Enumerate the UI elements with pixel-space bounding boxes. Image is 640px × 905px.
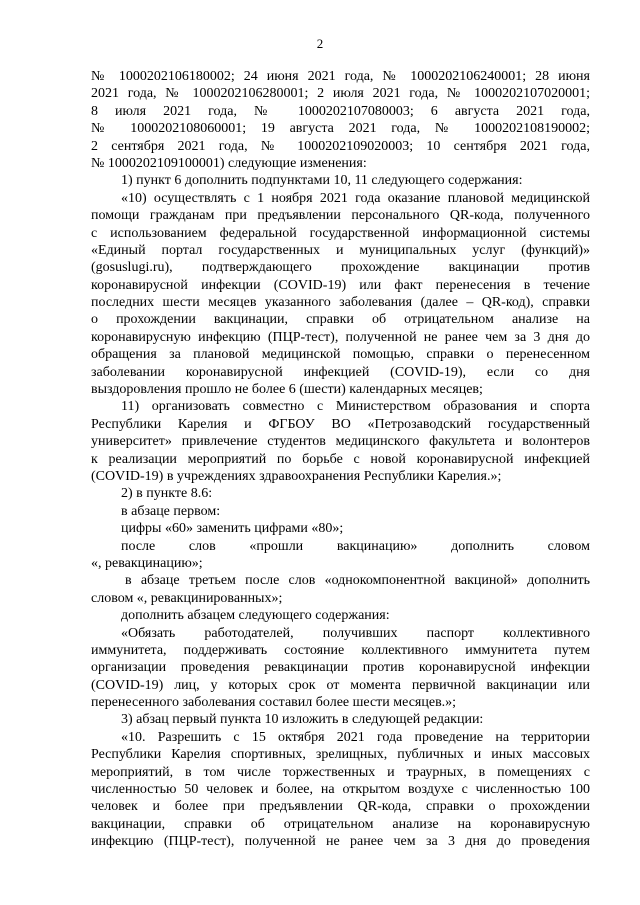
text-line: коронавирусную инфекцию (ПЦР-тест), полученной не ранее чем за 3 дня до [91, 329, 590, 345]
text-line: численностью 50 человек и более, на открытом воздухе с численностью 100 [91, 782, 590, 798]
text-line: цифры «60» заменить цифрами «80»; [121, 521, 344, 537]
text-line: коронавирусной инфекции (COVID-19) или факт перенесения в течение [91, 277, 590, 293]
text-line: 2 сентября 2021 года, № 1000202109020003; 10 сентября 2021 года, [91, 138, 590, 154]
text-line: человек и более при предъявлении QR-кода, справки о прохождении [91, 799, 590, 815]
text-line: (COVID-19) в учреждениях здравоохранения Республики Карелия.»; [91, 468, 502, 484]
text-line: (COVID-19) лиц, у которых срок от момента первичной вакцинации или [91, 677, 590, 693]
page-number: 2 [316, 36, 324, 51]
text-line: «10) осуществлять с 1 ноября 2021 года оказание плановой медицинской [121, 190, 590, 206]
text-line: в абзаце первом: [121, 503, 221, 519]
text-line: 1) пункт 6 дополнить подпунктами 10, 11 следующего содержания: [121, 173, 523, 189]
text-line: № 1000202109100001) следующие изменения: [91, 155, 367, 171]
text-line: Республики Карелия и ФГБОУ ВО «Петрозаводский государственный [91, 416, 590, 432]
text-line: о прохождении вакцинации, справки об отрицательном анализе на [91, 312, 590, 328]
text-line: инфекцию (ПЦР-тест), полученной не ранее чем за 3 дня до проведения [91, 834, 590, 850]
text-line: «Единый портал государственных и муниципальных услуг (функций)» [91, 242, 590, 258]
text-line: (gosuslugi.ru), подтверждающего прохождение вакцинации против [91, 260, 590, 276]
text-line: № 1000202108060001; 19 августа 2021 года, № 1000202108190002; [91, 121, 590, 137]
text-line: обращения за плановой медицинской помощью, справки о перенесенном [91, 347, 590, 363]
text-line: 2021 года, № 1000202106280001; 2 июля 2021 года, № 1000202107020001; [91, 86, 590, 102]
document-body [91, 68, 590, 851]
text-line: 8 июля 2021 года, № 1000202107080003; 6 августа 2021 года, [91, 103, 590, 119]
text-line: 3) абзац первый пункта 10 изложить в следующей редакции: [121, 712, 484, 728]
text-line: университет» привлечение студентов медицинского факультета и волонтеров [91, 434, 590, 450]
text-line: «10. Разрешить с 15 октября 2021 года проведение на территории [121, 729, 590, 745]
text-line: 11) организовать совместно с Министерством образования и спорта [121, 399, 590, 415]
text-line: перенесенного заболевания составил более шести месяцев.»; [91, 695, 457, 711]
text-line: в абзаце третьем после слов «однокомпонентной вакциной» дополнить [125, 573, 590, 589]
text-line: к реализации мероприятий по борьбе с новой коронавирусной инфекцией [91, 451, 590, 467]
text-line: с использованием федеральной государственной информационной системы [91, 225, 590, 241]
text-line: словом «, ревакцинированных»; [91, 590, 283, 606]
text-line: дополнить абзацем следующего содержания: [121, 608, 390, 624]
text-line: организации проведения ревакцинации против коронавирусной инфекции [91, 660, 590, 676]
text-line: выздоровления прошло не более 6 (шести) календарных месяцев; [91, 382, 483, 398]
text-line: мероприятий, в том числе торжественных и траурных, в помещениях с [91, 764, 590, 780]
text-line: помощи гражданам при предъявлении персонального QR-кода, полученного [91, 208, 590, 224]
text-line: «Обязать работодателей, получивших паспорт коллективного [121, 625, 590, 641]
text-line: 2) в пункте 8.6: [121, 486, 213, 502]
text-line: «, ревакцинацию»; [91, 555, 203, 571]
text-line: иммунитета, поддерживать состояние коллективного иммунитета путем [91, 642, 590, 658]
text-line: № 1000202106180002; 24 июня 2021 года, № 1000202106240001; 28 июня [91, 69, 590, 84]
text-line: после слов «прошли вакцинацию» дополнить словом [121, 538, 590, 554]
text-line: последних шести месяцев указанного заболевания (далее – QR-код), справки [91, 295, 590, 311]
text-line: вакцинации, справки об отрицательном анализе на коронавирусную [91, 816, 590, 832]
text-line: заболевании коронавирусной инфекцией (COVID-19), если со дня [91, 364, 590, 380]
text-line: Республики Карелия спортивных, зрелищных, публичных и иных массовых [91, 747, 590, 763]
